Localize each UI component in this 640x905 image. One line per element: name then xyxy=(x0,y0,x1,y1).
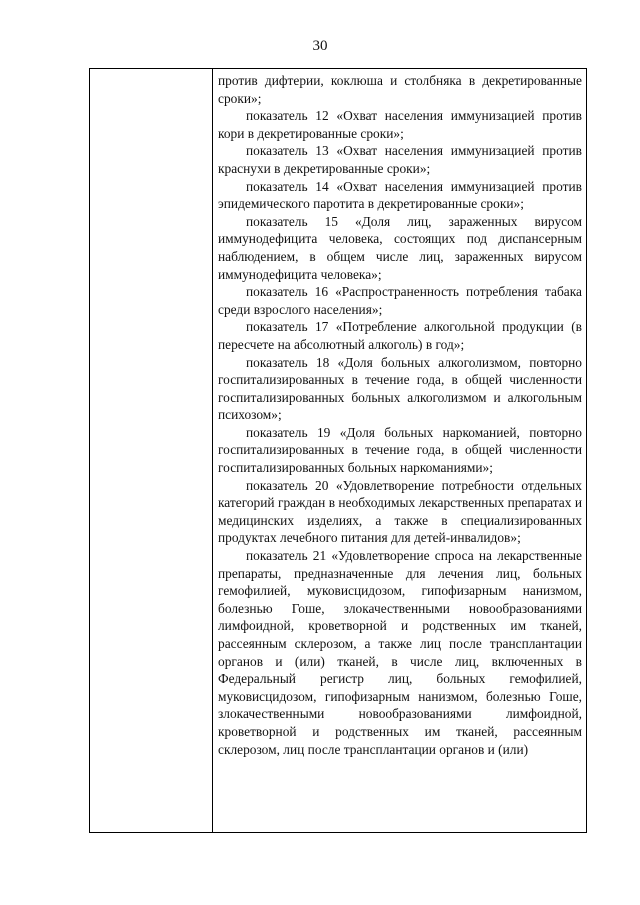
paragraph: показатель 12 «Охват населения иммунизацией против кори в декретированные сроки»; xyxy=(218,108,582,141)
paragraph: показатель 16 «Распространенность потребления табака среди взрослого населения»; xyxy=(218,284,582,317)
paragraph: показатель 17 «Потребление алкогольной продукции (в пересчете на абсолютный алкоголь) в год»; xyxy=(218,319,582,352)
paragraph: показатель 14 «Охват населения иммунизацией против эпидемического паротита в декретированные сроки»; xyxy=(218,178,582,212)
document-table xyxy=(89,68,587,833)
paragraph: показатель 20 «Удовлетворение потребности отдельных категорий граждан в необходимых лекарственных препаратах и медицинских изделиях, а также в специализированных продуктах лечебного питания для детей-инвалидов»; xyxy=(218,477,582,546)
paragraph: показатель 19 «Доля больных наркоманией, повторно госпитализированных в течение года, в общей численности госпитализированных больных наркоманиями»; xyxy=(218,424,582,476)
page-number: 30 xyxy=(312,38,328,54)
table-right-cell xyxy=(213,69,586,832)
paragraph: показатель 21 «Удовлетворение спроса на лекарственные препараты, предназначенные для лечения лиц, больных гемофилией, муковисцидозом, гипофизарным нанизмом, болезнью Гоше, злокачественными новообразованиями лимфоидной, кроветворной и родственных им тканей, рассеянным склерозом, а также лиц после трансплантации органов и (или) тканей, в числе лиц, включенных в Федеральный регистр лиц, больных гемофилией, муковисцидозом, гипофизарным нанизмом, болезнью Гоше, злокачественными новообразованиями лимфоидной, кроветворной и родственных им тканей, рассеянным склерозом, лиц после трансплантации органов и (или) xyxy=(218,548,582,757)
paragraph: показатель 18 «Доля больных алкоголизмом, повторно госпитализированных в течение года, в общей численности госпитализированных больных алкоголизмом и алкогольным психозом»; xyxy=(218,354,582,423)
table-left-cell xyxy=(90,69,213,832)
paragraph: показатель 15 «Доля лиц, зараженных вирусом иммунодефицита человека, состоящих под диспансерным наблюдением, в общем числе лиц, зараженных вирусом иммунодефицита человека»; xyxy=(218,213,582,282)
paragraph: против дифтерии, коклюша и столбняка в декретированные сроки»; xyxy=(218,73,582,106)
paragraph: показатель 13 «Охват населения иммунизацией против краснухи в декретированные сроки»; xyxy=(218,143,582,176)
